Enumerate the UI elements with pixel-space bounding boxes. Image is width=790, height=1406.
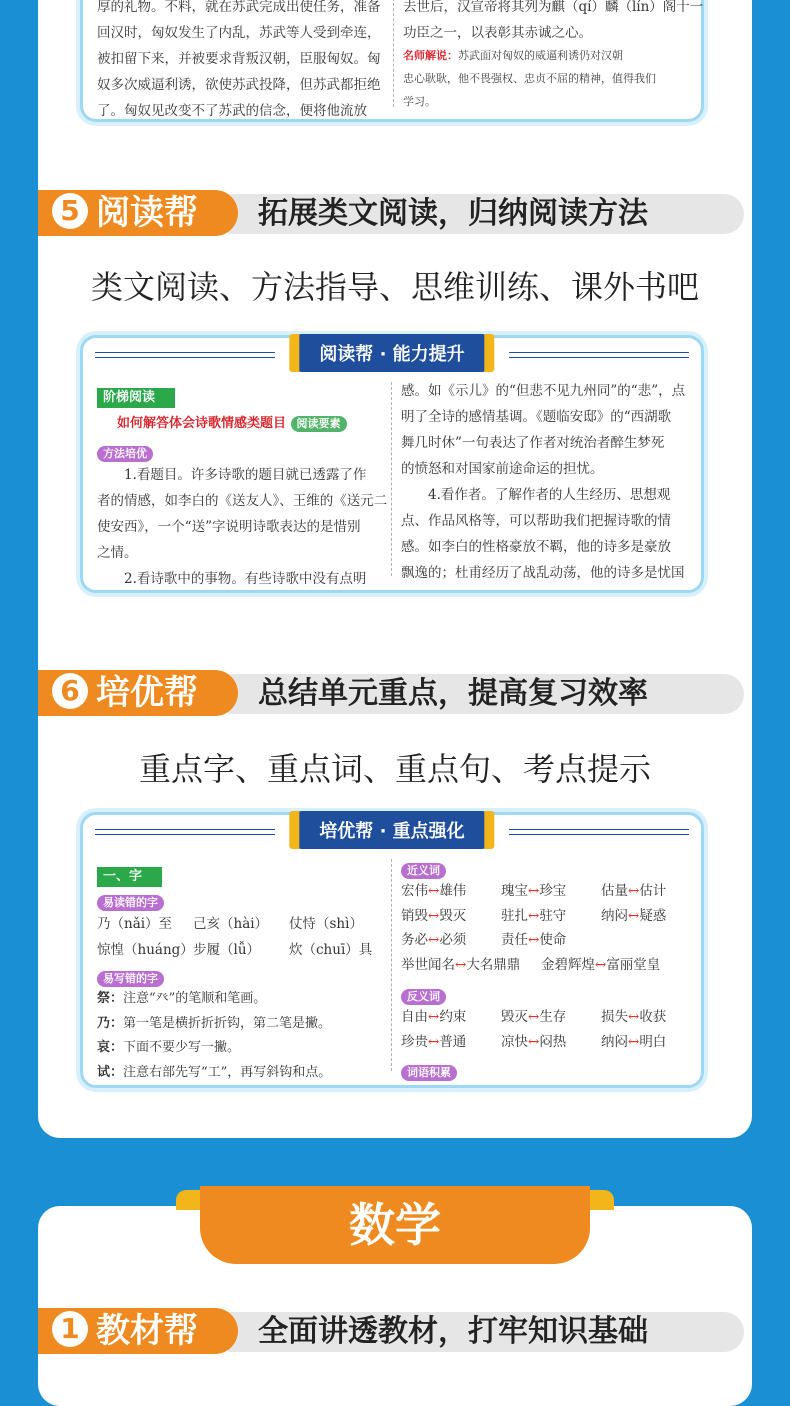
word-b: 普通: [439, 1033, 467, 1050]
word-b: 驻守: [539, 907, 567, 924]
math-section-1-header: [38, 1308, 738, 1354]
word-b: 闷热: [539, 1033, 567, 1050]
reading-doc-title: 阅读帮 · 能力提升: [297, 334, 486, 372]
title-rule-right: [509, 352, 689, 358]
antonym-tag: [401, 985, 446, 1005]
reading-element-tag: 阅读要素: [291, 416, 347, 432]
accumulation-tag-label: 词语积累: [401, 1065, 457, 1081]
reading-right-column: [401, 378, 693, 586]
text-line: 点、作品风格等，可以帮助我们把握诗歌的情: [401, 513, 671, 529]
section-6-number: 6: [52, 673, 88, 709]
word-pair: [401, 904, 501, 929]
word-a: 责任: [501, 932, 528, 948]
word-a: 金碧辉煌: [541, 956, 595, 973]
chars-tag-label: 一、字: [97, 867, 162, 887]
word-b: 毁灭: [439, 907, 467, 924]
word-b: 收获: [639, 1009, 667, 1025]
double-arrow-icon: ↔: [528, 1033, 540, 1050]
word-b: 雄伟: [439, 883, 467, 899]
note-line: 苏武面对匈奴的威逼利诱仍对汉朝: [458, 49, 623, 62]
text-line: 之情。: [97, 545, 138, 561]
title-rule-left: [95, 352, 275, 358]
double-arrow-icon: ↔: [455, 956, 467, 973]
text-line: 功臣之一，以表彰其赤诚之心。: [403, 25, 592, 41]
section-5-badge: [38, 190, 238, 236]
word-a: 毁灭: [501, 1009, 528, 1025]
word-pair: [601, 1030, 697, 1055]
antonym-list: [401, 1005, 697, 1054]
text-line: 被扣留下来，并被要求背叛汉朝，臣服匈奴。匈: [97, 51, 381, 67]
text-line: 的愤怒和对国家前途命运的担忧。: [401, 461, 604, 477]
reading-left-column: [97, 462, 387, 592]
word-b: 生存: [539, 1009, 567, 1025]
word-b: 估计: [639, 883, 667, 899]
double-arrow-icon: ↔: [428, 883, 440, 899]
word-b: 疑惑: [639, 907, 667, 924]
misread-tag-label: 易读错的字: [97, 895, 164, 911]
word-pair: [501, 1005, 601, 1030]
math-title-ribbon: [200, 1186, 590, 1264]
word-pair: [501, 904, 601, 929]
double-arrow-icon: ↔: [528, 1009, 540, 1025]
miswrite-item: [97, 1036, 387, 1061]
double-arrow-icon: ↔: [428, 907, 440, 924]
word-a: 自由: [401, 1009, 428, 1025]
math-title: 数学: [200, 1186, 590, 1264]
misread-item: 仗恃（shì）: [289, 916, 363, 932]
math-section-1-name: 教材帮: [96, 1311, 198, 1351]
word-b: 明白: [639, 1033, 667, 1050]
miswrite-char: 哀：: [97, 1040, 124, 1055]
double-arrow-icon: ↔: [528, 883, 540, 899]
word-pair: [601, 879, 697, 904]
word-pair: [601, 1005, 697, 1030]
miswrite-item: [97, 1012, 387, 1037]
math-section-1-slogan: 全面讲透教材，打牢知识基础: [228, 1312, 744, 1352]
miswrite-note: 第一笔是横折折折钩，第二笔是撇。: [123, 1015, 332, 1031]
misread-tag: [97, 891, 164, 911]
section-5-number: 5: [52, 193, 88, 229]
synonym-tag-label: 近义词: [401, 863, 446, 879]
double-arrow-icon: ↔: [528, 907, 540, 924]
word-a: 瑰宝: [501, 883, 528, 899]
word-pair: [541, 953, 681, 978]
word-b: 富丽堂皇: [606, 956, 661, 973]
miswrite-item: [97, 987, 387, 1012]
miswrite-char: 祭：: [97, 991, 124, 1006]
top-right-column: [403, 0, 704, 46]
miswrite-list: [97, 987, 387, 1085]
text-line: 感。如《示儿》的“但悲不见九州同”的“悲”，点: [401, 383, 686, 399]
column-divider: [393, 0, 394, 107]
text-line: 1.看题目。许多诗歌的题目就已透露了作: [124, 467, 367, 483]
double-arrow-icon: ↔: [428, 1009, 440, 1025]
word-pair: [501, 928, 601, 953]
method-tag-label: 方法培优: [97, 446, 153, 462]
double-arrow-icon: ↔: [595, 956, 607, 973]
misread-list: [97, 911, 387, 963]
synonym-list: [401, 879, 697, 977]
miswrite-char: 试：: [97, 1064, 124, 1080]
misread-item: 己亥（hài）: [193, 916, 269, 932]
double-arrow-icon: ↔: [528, 932, 540, 948]
chars-tag: [97, 865, 162, 887]
word-a: 估量: [601, 883, 628, 899]
text-line: 使安西》，一个“送”字说明诗歌表达的是惜别: [97, 519, 361, 535]
word-b: 使命: [539, 932, 567, 948]
word-pair: [401, 1030, 501, 1055]
top-document: [80, 0, 704, 122]
note-line: 学习。: [403, 95, 436, 108]
word-pair: [501, 879, 601, 904]
section-6-badge: [38, 670, 238, 716]
section-6-name: 培优帮: [96, 673, 198, 713]
double-arrow-icon: ↔: [628, 907, 640, 924]
antonym-tag-label: 反义词: [401, 989, 446, 1005]
word-a: 驻扎: [501, 907, 528, 924]
ladder-reading-tag: [97, 386, 175, 408]
section-6-header: [38, 670, 738, 716]
accumulation-tag: [401, 1061, 457, 1081]
text-line: 2.看诗歌中的事物。有些诗歌中没有点明: [124, 571, 367, 587]
column-divider: [391, 382, 392, 576]
note-line: 忠心耿耿，他不畏强权、忠贞不屈的精神，值得我们: [403, 72, 656, 85]
word-pair: [401, 928, 501, 953]
word-pair: [401, 953, 541, 978]
column-divider: [391, 859, 392, 1071]
word-pair: [501, 1030, 601, 1055]
double-arrow-icon: ↔: [428, 932, 440, 948]
text-line: 飘逸的；杜甫经历了战乱动荡，他的诗多是忧国: [401, 565, 685, 581]
note-label: 名师解说：: [403, 49, 458, 62]
word-a: 务必: [401, 932, 428, 948]
miswrite-note: 下面不要少写一撇。: [123, 1040, 241, 1055]
text-line: 了。匈奴见改变不了苏武的信念，便将他流放: [97, 103, 367, 119]
section-5-subtitle: 类文阅读、方法指导、思维训练、课外书吧: [90, 268, 699, 306]
miswrite-note: 注意“癶”的笔顺和笔画。: [123, 991, 267, 1006]
miswrite-tag: [97, 967, 164, 987]
miswrite-char: 乃：: [97, 1015, 124, 1031]
text-line: 明了全诗的感情基调。《题临安邸》的“西湖歌: [401, 409, 672, 425]
word-pair: [401, 879, 501, 904]
word-a: 宏伟: [401, 883, 428, 899]
miswrite-note: 注意右部先写“工”，再写斜钩和点。: [123, 1064, 332, 1080]
method-tag: [97, 442, 153, 462]
title-rule-left: [95, 829, 275, 835]
misread-item: 步履（lǚ）: [193, 942, 261, 958]
section-5-name: 阅读帮: [96, 193, 198, 233]
word-a: 纳闷: [601, 1033, 628, 1050]
misread-item: 炊（chuī）具: [289, 942, 373, 958]
word-a: 珍贵: [401, 1033, 428, 1050]
word-a: 举世闻名: [401, 956, 455, 973]
word-a: 纳闷: [601, 907, 628, 924]
word-b: 必须: [439, 932, 467, 948]
word-pair: [601, 904, 697, 929]
miswrite-tag-label: 易写错的字: [97, 971, 164, 987]
reading-heading-text: 如何解答体会诗歌情感类题目: [117, 416, 287, 431]
math-section-1-number: 1: [52, 1311, 88, 1347]
section-6-slogan: 总结单元重点，提高复习效率: [228, 674, 744, 714]
title-rule-right: [509, 829, 689, 835]
word-a: 销毁: [401, 907, 428, 924]
double-arrow-icon: ↔: [628, 1033, 640, 1050]
section-5-header: [38, 190, 738, 236]
reading-document: [80, 335, 704, 593]
text-line: 舞几时休”一句表达了作者对统治者醉生梦死: [401, 435, 665, 451]
text-line: 者的情感，如李白的《送友人》、王维的《送元二: [97, 493, 388, 509]
section-5-slogan: 拓展类文阅读，归纳阅读方法: [228, 194, 744, 234]
teacher-note: [403, 44, 693, 113]
double-arrow-icon: ↔: [428, 1033, 440, 1050]
double-arrow-icon: ↔: [628, 1009, 640, 1025]
synonym-tag: [401, 859, 446, 879]
double-arrow-icon: ↔: [628, 883, 640, 899]
text-line: 奴多次威逼利诱，欲使苏武投降，但苏武都拒绝: [97, 77, 381, 93]
text-line: 回汉时，匈奴发生了内乱，苏武等人受到牵连，: [97, 25, 381, 41]
word-a: 损失: [601, 1009, 628, 1025]
word-a: 凉快: [501, 1033, 528, 1050]
top-left-column: [97, 0, 393, 124]
word-pair: [401, 1005, 501, 1030]
word-b: 约束: [439, 1009, 467, 1025]
word-b: 珍宝: [539, 883, 567, 899]
math-section-1-badge: [38, 1308, 238, 1354]
text-line: 厚的礼物。不料，就在苏武完成出使任务，准备: [97, 0, 381, 15]
excellence-doc-title: 培优帮 · 重点强化: [297, 811, 486, 849]
text-line: 4.看作者。了解作者的人生经历、思想观: [428, 487, 671, 503]
misread-item: 惊惶（huáng）: [97, 942, 194, 958]
reading-heading: [117, 412, 347, 432]
section-6-subtitle: 重点字、重点词、重点句、考点提示: [138, 750, 651, 788]
excellence-document: [80, 812, 704, 1088]
word-b: 大名鼎鼎: [466, 956, 521, 973]
ladder-reading-label: 阶梯阅读: [97, 388, 175, 408]
miswrite-item: [97, 1061, 387, 1086]
misread-item: 乃（nǎi）至: [97, 916, 173, 932]
text-line: 去世后，汉宣帝将其列为麒（qí）麟（lín）阁十一: [403, 0, 704, 15]
text-line: 感。如李白的性格豪放不羁，他的诗多是豪放: [401, 539, 671, 555]
